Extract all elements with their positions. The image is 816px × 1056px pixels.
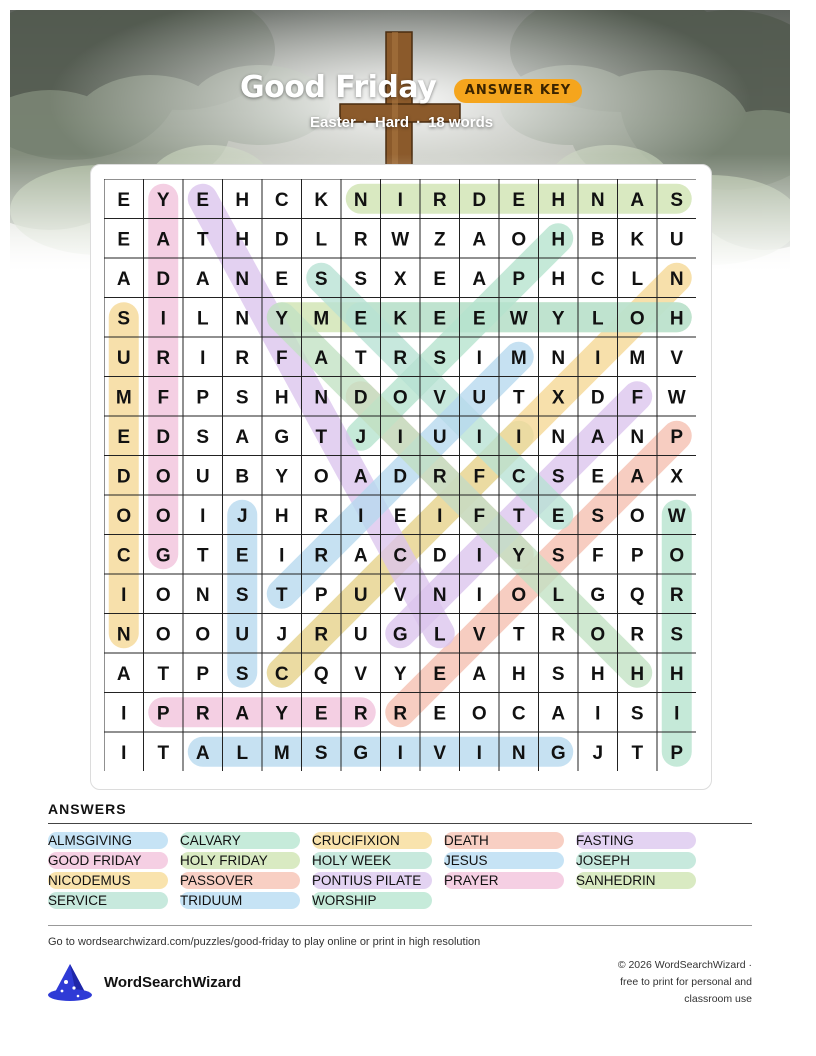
grid-letter[interactable]: H — [669, 663, 684, 685]
grid-letter[interactable]: S — [670, 189, 684, 211]
play-online-link[interactable]: Go to wordsearchwizard.com/puzzles/good-friday to play online or print in high resolution — [48, 936, 481, 948]
grid-letter[interactable]: P — [512, 268, 526, 290]
grid-letter[interactable]: T — [196, 229, 209, 251]
separator: · — [362, 114, 368, 131]
grid-letter[interactable]: N — [314, 387, 329, 409]
grid-letter[interactable]: H — [235, 189, 250, 211]
copyright-line: classroom use — [684, 993, 752, 1005]
grid-letter[interactable]: O — [629, 505, 645, 527]
grid-letter[interactable]: C — [116, 545, 131, 567]
grid-letter[interactable]: W — [509, 308, 528, 330]
grid-letter[interactable]: A — [472, 229, 487, 251]
grid-letter[interactable]: X — [670, 466, 684, 488]
answer-good-friday — [48, 852, 168, 869]
grid-letter[interactable]: T — [157, 742, 170, 764]
grid-letter[interactable]: C — [393, 545, 408, 567]
grid-letter[interactable]: J — [355, 426, 367, 448]
answer-almsgiving — [48, 832, 168, 849]
grid-letter[interactable]: A — [630, 189, 645, 211]
grid-letter[interactable]: C — [511, 703, 526, 725]
grid-letter[interactable]: T — [512, 387, 525, 409]
grid-letter[interactable]: P — [670, 426, 684, 448]
grid-letter[interactable]: H — [630, 663, 645, 685]
grid-letter[interactable]: A — [235, 426, 250, 448]
grid-letter[interactable]: N — [630, 426, 645, 448]
grid-letter[interactable]: O — [511, 584, 527, 606]
letters-layer — [116, 190, 686, 764]
grid-letter[interactable]: R — [314, 545, 329, 567]
grid-letter[interactable]: U — [353, 584, 368, 606]
grid-letter[interactable]: Q — [629, 584, 645, 606]
grid-letter[interactable]: O — [669, 545, 685, 567]
grid-letter[interactable]: N — [432, 584, 447, 606]
grid-letter[interactable]: T — [512, 505, 525, 527]
grid-letter[interactable]: Y — [275, 466, 289, 488]
grid-letter[interactable]: E — [512, 189, 526, 211]
grid-letter[interactable]: L — [552, 584, 565, 606]
grid-letter[interactable]: N — [511, 742, 526, 764]
answer-joseph — [576, 852, 696, 869]
grid-letter[interactable]: C — [274, 663, 289, 685]
grid-letter[interactable]: H — [551, 189, 566, 211]
grid-letter[interactable]: I — [200, 347, 206, 369]
answer-holy-friday — [180, 852, 300, 869]
divider — [48, 925, 752, 926]
grid-letter[interactable]: B — [235, 466, 250, 488]
grid-letter[interactable]: V — [433, 387, 447, 409]
grid-letter[interactable]: V — [433, 742, 447, 764]
grid-letter[interactable]: E — [433, 663, 447, 685]
grid-letter[interactable]: P — [156, 703, 170, 725]
grid-letter[interactable]: I — [674, 703, 680, 725]
grid-letter[interactable]: I — [595, 347, 601, 369]
grid-letter[interactable]: J — [592, 742, 604, 764]
grid-letter[interactable]: G — [590, 584, 606, 606]
answer-word: PONTIUS PILATE — [312, 873, 422, 888]
grid-letter[interactable]: D — [353, 387, 368, 409]
grid-letter[interactable]: P — [630, 545, 644, 567]
grid-letter[interactable]: D — [472, 189, 487, 211]
difficulty-label: Hard — [374, 114, 410, 131]
grid-letter[interactable]: F — [473, 505, 486, 527]
grid-letter[interactable]: E — [314, 703, 328, 725]
grid-letter[interactable]: I — [358, 505, 364, 527]
theme-label: Easter — [310, 114, 356, 131]
answer-pontius-pilate — [312, 872, 432, 889]
grid-letter[interactable]: Y — [512, 545, 526, 567]
answer-word: HOLY WEEK — [312, 853, 392, 868]
grid-letter[interactable]: A — [472, 268, 487, 290]
grid-letter[interactable]: R — [195, 703, 210, 725]
grid-letter[interactable]: E — [275, 268, 289, 290]
answer-word: PRAYER — [444, 873, 499, 888]
grid-letter[interactable]: I — [595, 703, 601, 725]
grid-letter[interactable]: V — [472, 624, 486, 646]
grid-letter[interactable]: D — [432, 545, 447, 567]
answer-word: ALMSGIVING — [48, 833, 133, 848]
grid-letter[interactable]: H — [590, 663, 605, 685]
grid-letter[interactable]: E — [196, 189, 210, 211]
grid-letter[interactable]: K — [314, 189, 329, 211]
answer-death — [444, 832, 564, 849]
grid-letter[interactable]: U — [472, 387, 487, 409]
wizard-hat-icon — [46, 962, 94, 1004]
grid-letter[interactable]: A — [195, 742, 210, 764]
grid-letter[interactable]: E — [433, 308, 447, 330]
page-title: Good Friday — [240, 70, 437, 105]
grid-letter[interactable]: T — [512, 624, 525, 646]
grid-letter[interactable]: L — [433, 624, 446, 646]
grid-letter[interactable]: X — [393, 268, 407, 290]
grid-letter[interactable]: S — [314, 742, 328, 764]
answer-word: JESUS — [444, 853, 488, 868]
grid-letter[interactable]: N — [590, 189, 605, 211]
grid-letter[interactable]: M — [313, 308, 330, 330]
grid-letter[interactable]: R — [156, 347, 171, 369]
grid-letter[interactable]: D — [156, 268, 171, 290]
grid-letter[interactable]: Y — [275, 703, 289, 725]
grid-letter[interactable]: I — [476, 545, 482, 567]
grid-letter[interactable]: I — [397, 742, 403, 764]
grid-letter[interactable]: E — [354, 308, 368, 330]
grid-letter[interactable]: I — [476, 584, 482, 606]
grid-letter[interactable]: E — [235, 545, 249, 567]
grid-letter[interactable]: M — [629, 347, 646, 369]
grid-letter[interactable]: J — [276, 624, 288, 646]
grid-letter[interactable]: W — [667, 505, 686, 527]
grid-letter[interactable]: O — [590, 624, 606, 646]
answer-crucifixion — [312, 832, 432, 849]
grid-letter[interactable]: O — [629, 308, 645, 330]
divider — [48, 823, 752, 824]
grid-letter[interactable]: S — [235, 584, 249, 606]
grid-letter[interactable]: A — [235, 703, 250, 725]
grid-letter[interactable]: L — [591, 308, 604, 330]
grid-letter[interactable]: E — [117, 426, 131, 448]
grid-letter[interactable]: O — [511, 229, 527, 251]
grid-letter[interactable]: F — [631, 387, 644, 409]
grid-letter[interactable]: F — [591, 545, 604, 567]
grid-letter[interactable]: S — [117, 308, 131, 330]
grid-letter[interactable]: A — [116, 663, 131, 685]
grid-letter[interactable]: D — [393, 466, 408, 488]
grid-letter[interactable]: I — [476, 742, 482, 764]
grid-letter[interactable]: U — [195, 466, 210, 488]
grid-letter[interactable]: Z — [433, 229, 446, 251]
grid-letter[interactable]: R — [551, 624, 566, 646]
grid-letter[interactable]: A — [195, 268, 210, 290]
grid-letter[interactable]: S — [551, 545, 565, 567]
grid-letter[interactable]: T — [315, 426, 328, 448]
grid-letter[interactable]: V — [354, 663, 368, 685]
grid-letter[interactable]: I — [121, 703, 127, 725]
grid-letter[interactable]: B — [590, 229, 605, 251]
grid-letter[interactable]: E — [117, 229, 131, 251]
grid-letter[interactable]: U — [669, 229, 684, 251]
grid-letter[interactable]: I — [160, 308, 166, 330]
grid-letter[interactable]: H — [551, 268, 566, 290]
grid-letter[interactable]: M — [273, 742, 290, 764]
answer-holy-week — [312, 852, 432, 869]
grid-letter[interactable]: L — [631, 268, 644, 290]
grid-letter[interactable]: K — [630, 229, 645, 251]
grid-letter[interactable]: M — [510, 347, 527, 369]
grid-letter[interactable]: R — [314, 624, 329, 646]
grid-letter[interactable]: S — [354, 268, 368, 290]
answer-word: GOOD FRIDAY — [48, 853, 142, 868]
grid-letter[interactable]: E — [591, 466, 605, 488]
grid-letter[interactable]: G — [353, 742, 369, 764]
grid-letter[interactable]: A — [314, 347, 329, 369]
grid-letter[interactable]: E — [551, 505, 565, 527]
grid-letter[interactable]: T — [275, 584, 288, 606]
grid-letter[interactable]: O — [116, 505, 132, 527]
grid-letter[interactable]: R — [353, 229, 368, 251]
grid-letter[interactable]: D — [590, 387, 605, 409]
grid-letter[interactable]: H — [551, 229, 566, 251]
grid-letter[interactable]: F — [157, 387, 170, 409]
answer-sanhedrin — [576, 872, 696, 889]
grid-letter[interactable]: O — [392, 387, 408, 409]
grid-letter[interactable]: N — [235, 308, 250, 330]
grid-letter[interactable]: R — [235, 347, 250, 369]
answer-word: HOLY FRIDAY — [180, 853, 268, 868]
grid-letter[interactable]: O — [155, 466, 171, 488]
grid-letter[interactable]: G — [274, 426, 290, 448]
answer-word: FASTING — [576, 833, 634, 848]
grid-letter[interactable]: N — [551, 426, 566, 448]
grid-letter[interactable]: H — [235, 229, 250, 251]
grid-letter[interactable]: I — [397, 189, 403, 211]
copyright-line: free to print for personal and — [620, 976, 752, 988]
grid-letter[interactable]: T — [354, 347, 367, 369]
grid-letter[interactable]: S — [196, 426, 210, 448]
grid-letter[interactable]: G — [155, 545, 171, 567]
grid-letter[interactable]: V — [670, 347, 684, 369]
grid-letter[interactable]: O — [195, 624, 211, 646]
grid-letter[interactable]: H — [274, 387, 289, 409]
grid-letter[interactable]: X — [551, 387, 565, 409]
grid-letter[interactable]: U — [432, 426, 447, 448]
grid-letter[interactable]: E — [433, 703, 447, 725]
separator: · — [416, 114, 422, 131]
grid-letter[interactable]: S — [235, 663, 249, 685]
grid-letter[interactable]: S — [314, 268, 328, 290]
grid-letter[interactable]: T — [157, 663, 170, 685]
grid-letter[interactable]: A — [551, 703, 566, 725]
grid-letter[interactable]: S — [591, 505, 605, 527]
grid-letter[interactable]: U — [235, 624, 250, 646]
grid-letter[interactable]: R — [353, 703, 368, 725]
grid-letter[interactable]: N — [195, 584, 210, 606]
grid-letter[interactable]: J — [236, 505, 248, 527]
grid-letter[interactable]: D — [116, 466, 131, 488]
grid-letter[interactable]: C — [590, 268, 605, 290]
puzzle-meta — [310, 114, 520, 131]
answer-word: WORSHIP — [312, 893, 377, 908]
answer-key-badge: ANSWER KEY — [454, 79, 582, 103]
grid-letter[interactable]: E — [393, 505, 407, 527]
grid-letter[interactable]: I — [516, 426, 522, 448]
grid-letter[interactable]: O — [155, 624, 171, 646]
grid-letter[interactable]: S — [551, 466, 565, 488]
grid-letter[interactable]: T — [196, 545, 209, 567]
grid-letter[interactable]: K — [393, 308, 408, 330]
grid-letter[interactable]: Y — [156, 189, 170, 211]
answer-service — [48, 892, 168, 909]
grid-letter[interactable]: I — [476, 347, 482, 369]
grid-letter[interactable]: R — [393, 703, 408, 725]
grid-letter[interactable]: A — [353, 466, 368, 488]
answer-word: SERVICE — [48, 893, 108, 908]
answer-worship — [312, 892, 432, 909]
grid-letter[interactable]: F — [473, 466, 486, 488]
answer-word: NICODEMUS — [48, 873, 131, 888]
grid-letter[interactable]: P — [314, 584, 328, 606]
answers-heading: ANSWERS — [48, 801, 127, 817]
grid-letter[interactable]: O — [313, 466, 329, 488]
answer-word: CRUCIFIXION — [312, 833, 400, 848]
grid-letter[interactable]: O — [471, 703, 487, 725]
grid-letter[interactable]: S — [235, 387, 249, 409]
grid-letter[interactable]: U — [116, 347, 131, 369]
grid-letter[interactable]: I — [437, 505, 443, 527]
grid-letter[interactable]: A — [156, 229, 171, 251]
grid-letter[interactable]: R — [432, 189, 447, 211]
grid-letter[interactable]: I — [121, 742, 127, 764]
brand-name: WordSearchWizard — [104, 974, 242, 991]
grid-letter[interactable]: A — [472, 663, 487, 685]
grid-letter[interactable]: R — [669, 584, 684, 606]
answer-word: SANHEDRIN — [576, 873, 656, 888]
grid-letter[interactable]: A — [353, 545, 368, 567]
answer-prayer — [444, 872, 564, 889]
answer-word: TRIDUUM — [180, 893, 243, 908]
grid-letter[interactable]: A — [630, 466, 645, 488]
grid-letter[interactable]: G — [550, 742, 566, 764]
grid-letter[interactable]: E — [117, 189, 131, 211]
grid-letter[interactable]: Y — [551, 308, 565, 330]
grid-letter[interactable]: G — [392, 624, 408, 646]
grid-letter[interactable]: P — [196, 663, 210, 685]
grid-letter[interactable]: I — [279, 545, 285, 567]
grid-letter[interactable]: I — [397, 426, 403, 448]
word-count-label: 18 words — [428, 114, 494, 131]
grid-letter[interactable]: O — [155, 505, 171, 527]
grid-letter[interactable]: I — [121, 584, 127, 606]
answer-nicodemus — [48, 872, 168, 889]
grid-letter[interactable]: Q — [313, 663, 329, 685]
answer-jesus — [444, 852, 564, 869]
grid-letter[interactable]: C — [511, 466, 526, 488]
grid-letter[interactable]: N — [551, 347, 566, 369]
grid-letter[interactable]: N — [235, 268, 250, 290]
grid-letter[interactable]: S — [433, 347, 447, 369]
answer-word: DEATH — [444, 833, 489, 848]
grid-letter[interactable]: S — [551, 663, 565, 685]
grid-letter[interactable]: Y — [393, 663, 407, 685]
grid-letter[interactable]: R — [314, 505, 329, 527]
grid-letter[interactable]: L — [196, 308, 209, 330]
grid-letter[interactable]: H — [274, 505, 289, 527]
grid-letter[interactable]: N — [353, 189, 368, 211]
grid-letter[interactable]: N — [669, 268, 684, 290]
grid-letter[interactable]: N — [116, 624, 131, 646]
copyright-line: © 2026 WordSearchWizard · — [617, 959, 752, 971]
grid-letter[interactable]: U — [353, 624, 368, 646]
grid-letter[interactable]: H — [511, 663, 526, 685]
grid-letter[interactable]: I — [200, 505, 206, 527]
answer-word: JOSEPH — [576, 853, 631, 868]
grid-letter[interactable]: T — [631, 742, 644, 764]
grid-letter[interactable]: D — [156, 426, 171, 448]
grid-letter[interactable]: D — [274, 229, 289, 251]
answer-word: CALVARY — [180, 833, 241, 848]
copyright-notice — [572, 957, 752, 1008]
answer-word: PASSOVER — [180, 873, 254, 888]
answer-calvary — [180, 832, 300, 849]
grid-letter[interactable]: A — [116, 268, 131, 290]
grid-letter[interactable]: H — [669, 308, 684, 330]
grid-letter[interactable]: V — [393, 584, 407, 606]
grid-letter[interactable]: W — [667, 387, 686, 409]
grid-letter[interactable]: E — [433, 268, 447, 290]
grid-letter[interactable]: S — [670, 624, 684, 646]
grid-letter[interactable]: P — [670, 742, 684, 764]
grid-letter[interactable]: R — [393, 347, 408, 369]
grid-letter[interactable]: R — [630, 624, 645, 646]
grid-letter[interactable]: A — [590, 426, 605, 448]
answer-triduum — [180, 892, 300, 909]
grid-letter[interactable]: Y — [275, 308, 289, 330]
grid-letter[interactable]: R — [432, 466, 447, 488]
grid-letter[interactable]: L — [315, 229, 328, 251]
grid-letter[interactable]: O — [155, 584, 171, 606]
word-search-grid — [104, 179, 696, 771]
grid-letter[interactable]: F — [275, 347, 288, 369]
grid-letter[interactable]: P — [196, 387, 210, 409]
grid-letter[interactable]: W — [391, 229, 410, 251]
answer-fasting — [576, 832, 696, 849]
grid-letter[interactable]: I — [476, 426, 482, 448]
grid-letter[interactable]: L — [236, 742, 249, 764]
grid-letter[interactable]: S — [630, 703, 644, 725]
grid-letter[interactable]: M — [115, 387, 132, 409]
grid-letter[interactable]: E — [472, 308, 486, 330]
answer-passover — [180, 872, 300, 889]
grid-letter[interactable]: C — [274, 189, 289, 211]
